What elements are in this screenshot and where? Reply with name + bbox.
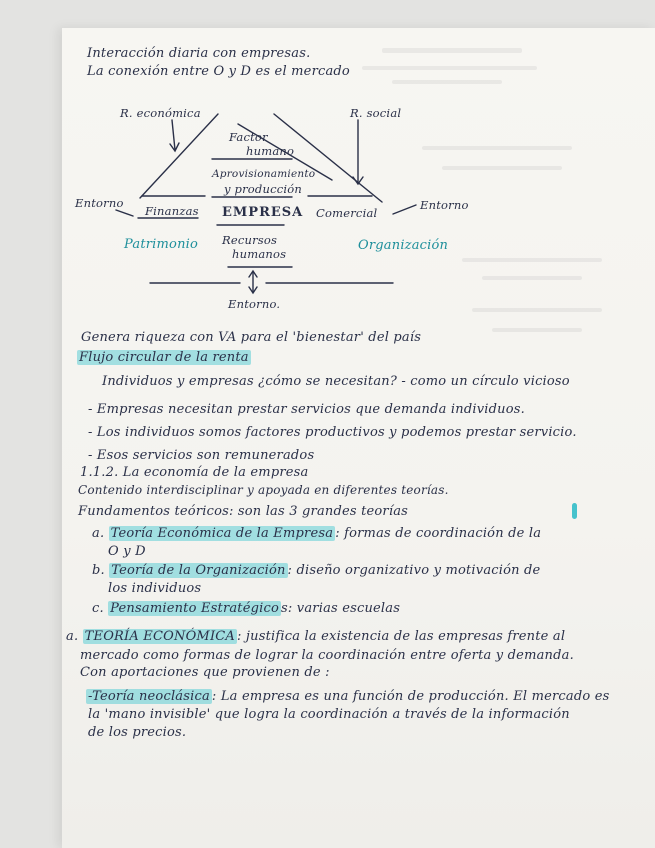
teoria-b-line-2: los individuos [108,581,202,596]
highlighter-mark [572,503,577,519]
bullet-individuos: - Los individuos somos factores productivos y podemos prestar servicio. [88,425,577,440]
teoria-economica-rest: : justifica la existencia de las empresas frente al [237,629,566,644]
neoclasica-line-3: de los precios. [88,725,187,740]
label-empresa: EMPRESA [222,205,304,220]
neoclasica-line-2: la 'mano invisible' que logra la coordinación a través de la información [88,707,570,722]
flujo-heading: Flujo circular de la renta [79,350,249,365]
teoria-a-rest: : formas de coordinación de la [335,526,542,541]
entorno-left-arrow [116,210,133,216]
label-entorno-right: Entorno [420,198,469,212]
section-heading: 1.1.2. La economía de la empresa [80,465,309,480]
teoria-b-label: b. [92,563,105,578]
label-factor-2: humano [246,144,295,158]
label-entorno-left: Entorno [75,196,124,210]
teoria-c-line [92,601,400,616]
flujo-question: Individuos y empresas ¿cómo se necesitan? - como un círculo vicioso [102,374,570,389]
teoria-a-line-2: O y D [108,544,146,559]
neoclasica-rest: : La empresa es una función de producción. El mercado es [211,689,610,704]
label-organizacion: Organización [358,238,449,253]
riqueza-line: Genera riqueza con VA para el 'bienestar' del país [81,330,422,345]
arrow-r-economica [172,120,175,150]
bullet-servicios: - Esos servicios son remunerados [88,448,315,463]
teoria-b-highlight: Teoría de la Organización [111,563,286,578]
teoria-c-label: c. [92,601,104,616]
label-recursos-1: Recursos [222,233,278,247]
fundamentos-line: Fundamentos teóricos: son las 3 grandes teorías [78,504,409,519]
intro-line-2: La conexión entre O y D es el mercado [87,64,350,79]
teoria-economica-label: a. [66,629,79,644]
teoria-economica-heading: TEORÍA ECONÓMICA [84,629,236,644]
neoclasica-line [86,689,610,704]
teoria-b-line [92,563,540,578]
label-entorno-bottom: Entorno. [228,297,281,311]
label-r-social: R. social [350,106,402,120]
teoria-c-rest: s: varias escuelas [281,601,401,616]
teoria-economica-line-3: Con aportaciones que provienen de : [80,665,330,680]
entorno-right-arrow [393,205,416,214]
label-r-economica: R. económica [120,106,201,120]
neoclasica-highlight: -Teoría neoclásica [88,689,210,704]
teoria-a-highlight: Teoría Económica de la Empresa [110,526,334,541]
label-comercial: Comercial [316,206,378,220]
teoria-economica-line [66,629,565,644]
teoria-a-label: a. [92,526,105,541]
section-contenido: Contenido interdisciplinar y apoyada en diferentes teorías. [78,483,449,497]
triangle-left-side [140,114,218,198]
teoria-economica-line-2: mercado como formas de lograr la coordinación entre oferta y demanda. [80,648,574,663]
label-finanzas: Finanzas [145,204,199,218]
label-aprovisionamiento-1: Aprovisionamiento [212,168,316,180]
label-factor-1: Factor [229,130,268,144]
label-patrimonio: Patrimonio [124,237,199,252]
teoria-c-highlight: Pensamiento Estratégico [110,601,280,616]
bullet-empresas: - Empresas necesitan prestar servicios que demanda individuos. [88,402,525,417]
teoria-a-line [92,526,541,541]
intro-line-1: Interacción diaria con empresas. [87,46,311,61]
teoria-b-rest: : diseño organizativo y motivación de [287,563,541,578]
label-recursos-2: humanos [232,247,287,261]
label-aprovisionamiento-2: y producción [224,182,302,196]
